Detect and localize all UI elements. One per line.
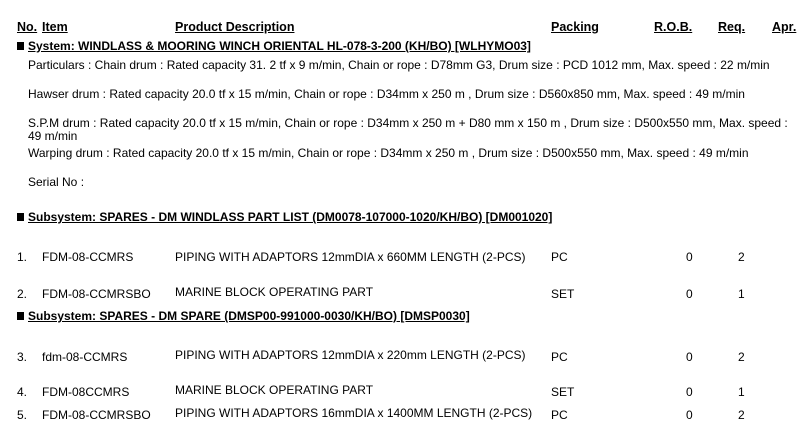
row-no: 2. <box>17 287 28 301</box>
bullet-square-icon <box>17 312 24 320</box>
header-no: No. <box>17 20 38 34</box>
row-req: 2 <box>738 250 745 264</box>
subsystem-title <box>17 309 470 323</box>
row-req: 2 <box>738 350 745 364</box>
row-description: MARINE BLOCK OPERATING PART <box>175 285 374 299</box>
row-no: 5. <box>17 408 28 422</box>
system-detail-serial: Serial No : <box>28 175 85 189</box>
header-apr: Apr. <box>772 20 797 34</box>
row-req: 1 <box>738 287 745 301</box>
system-title-text: System: WINDLASS & MOORING WINCH ORIENTAL HL-078-3-200 (KH/BO) [WLHYMO03] <box>28 39 531 53</box>
row-item: FDM-08CCMRS <box>42 385 130 399</box>
row-req: 1 <box>738 385 745 399</box>
row-req: 2 <box>738 408 745 422</box>
header-packing: Packing <box>551 20 599 34</box>
system-detail-particulars: Particulars : Chain drum : Rated capacity 31. 2 tf x 9 m/min, Chain or rope : D78mm G3, Drum size : PCD 1012 mm, Max. speed : 22 m/min <box>28 58 770 72</box>
row-item: FDM-08-CCMRS <box>42 250 134 264</box>
header-req: Req. <box>718 20 746 34</box>
row-rob: 0 <box>686 250 693 264</box>
system-title <box>17 39 531 53</box>
row-description: PIPING WITH ADAPTORS 16mmDIA x 1400MM LENGTH (2-PCS) <box>175 406 533 420</box>
row-packing: PC <box>551 250 568 264</box>
row-description: MARINE BLOCK OPERATING PART <box>175 383 374 397</box>
subsystem-title-text: Subsystem: SPARES - DM SPARE (DMSP00-991000-0030/KH/BO) [DMSP0030] <box>28 309 470 323</box>
row-no: 3. <box>17 350 28 364</box>
system-detail-hawser: Hawser drum : Rated capacity 20.0 tf x 15 m/min, Chain or rope : D34mm x 250 m , Drum size : D560x850 mm, Max. speed : 49 m/min <box>28 87 745 101</box>
row-packing: PC <box>551 350 568 364</box>
system-detail-spm: S.P.M drum : Rated capacity 20.0 tf x 15 m/min, Chain or rope : D34mm x 250 m + D80 mm x 150 m , Drum size : D500x550 mm, Max. speed : 49 m/min <box>28 116 788 143</box>
row-packing: SET <box>551 385 575 399</box>
subsystem-title <box>17 210 552 224</box>
row-item: FDM-08-CCMRSBO <box>42 287 151 301</box>
row-description: PIPING WITH ADAPTORS 12mmDIA x 660MM LENGTH (2-PCS) <box>175 250 526 264</box>
row-no: 4. <box>17 385 28 399</box>
bullet-square-icon <box>17 213 24 221</box>
row-rob: 0 <box>686 350 693 364</box>
row-rob: 0 <box>686 408 693 422</box>
row-item: FDM-08-CCMRSBO <box>42 408 151 422</box>
bullet-square-icon <box>17 42 24 50</box>
system-detail-warping: Warping drum : Rated capacity 20.0 tf x 15 m/min, Chain or rope : D34mm x 250 m , Drum size : D500x550 mm, Max. speed : 49 m/min <box>28 146 749 160</box>
subsystem-title-text: Subsystem: SPARES - DM WINDLASS PART LIST (DM0078-107000-1020/KH/BO) [DM001020] <box>28 210 553 224</box>
row-item: fdm-08-CCMRS <box>42 350 128 364</box>
row-rob: 0 <box>686 385 693 399</box>
row-description: PIPING WITH ADAPTORS 12mmDIA x 220mm LENGTH (2-PCS) <box>175 348 526 362</box>
row-no: 1. <box>17 250 28 264</box>
header-description: Product Description <box>175 20 295 34</box>
header-rob: R.O.B. <box>654 20 693 34</box>
row-rob: 0 <box>686 287 693 301</box>
header-item: Item <box>42 20 68 34</box>
row-packing: PC <box>551 408 568 422</box>
row-packing: SET <box>551 287 575 301</box>
